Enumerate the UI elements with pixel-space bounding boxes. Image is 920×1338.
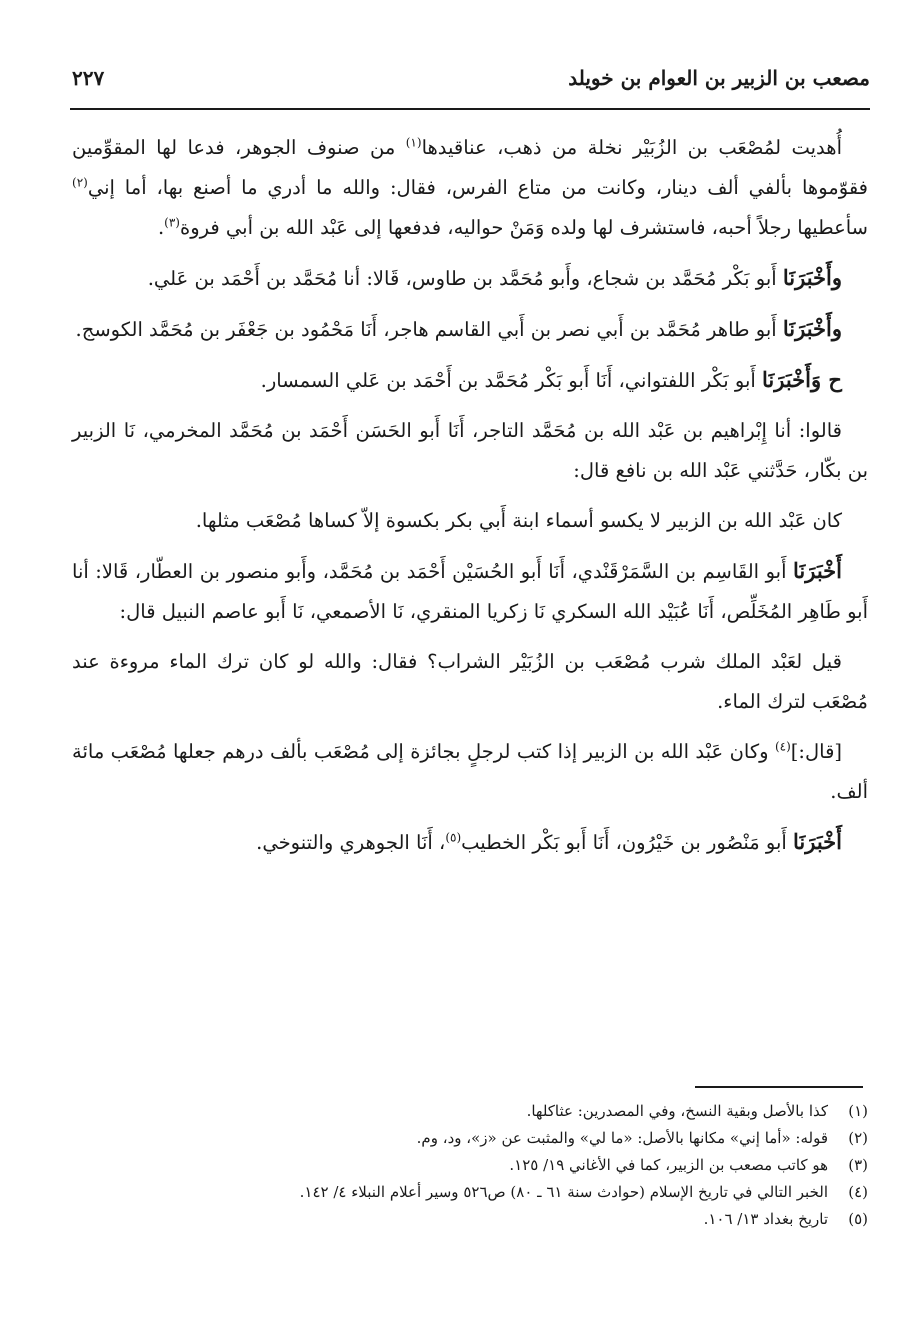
footnote <box>72 1206 868 1233</box>
footnote-marker: (٥) <box>445 830 462 845</box>
keyword-akhbarana: ح وَأَخْبَرَنَا <box>762 367 842 392</box>
footnote-text: هو كاتب مصعب بن الزبير، كما في الأغاني ١٩/ ١٢٥. <box>509 1156 828 1174</box>
footnote <box>72 1125 868 1152</box>
paragraph-text: قيل لعَبْد الملك شرب مُصْعَب بن الزُبَيْر الشراب؟ فقال: والله لو كان ترك الماء مروءة عند مُصْعَب لترك الماء. <box>72 650 868 713</box>
paragraph-text: أَبو بَكْر اللفتواني، أَنَا أَبو بَكْر مُحَمَّد بن أَحْمَد بن عَلي السمسار. <box>260 369 762 392</box>
main-text <box>72 128 868 873</box>
footnote-number: (٤) <box>848 1183 868 1201</box>
footnote <box>72 1152 868 1179</box>
footnote-number: (٣) <box>848 1156 868 1174</box>
paragraph <box>72 822 868 863</box>
footnote-marker: (٤) <box>774 739 791 754</box>
paragraph <box>72 128 868 248</box>
paragraph-text: وكان عَبْد الله بن الزبير إذا كتب لرجلٍ بجائزة إلى مُصْعَب بألف درهم جعلها مُصْعَب مائة ألف. <box>72 740 868 803</box>
page-number: ٢٢٧ <box>72 66 105 90</box>
footnote-marker: (٣) <box>164 215 180 230</box>
paragraph-text: أَبو بَكْر مُحَمَّد بن شجاع، وأَبو مُحَمَّد بن طاوس، قَالا: أنا مُحَمَّد بن أَحْمَد بن عَلي. <box>147 267 783 290</box>
footnote-number: (٥) <box>848 1210 868 1228</box>
footnote-marker: (١) <box>405 135 422 150</box>
paragraph <box>72 642 868 722</box>
paragraph-text: أَبو طاهر مُحَمَّد بن أَبي نصر بن أَبي القاسم هاجر، أَنَا مَحْمُود بن جَعْفَر بن مُحَمَّد الكوسج. <box>75 318 783 341</box>
page-header <box>70 58 870 110</box>
footnote-text: قوله: «أما إني» مكانها بالأصل: «ما لي» والمثبت عن «ز»، ود، وم. <box>416 1129 828 1147</box>
footnote-text: تاريخ بغداد ١٣/ ١٠٦. <box>703 1210 828 1228</box>
paragraph-text: أُهديت لمُصْعَب بن الزُبَيْر نخلة من ذهب، عناقيدها <box>421 136 842 159</box>
footnote-text: الخبر التالي في تاريخ الإسلام (حوادث سنة ٦١ ـ ٨٠) ص٥٢٦ وسير أعلام النبلاء ٤/ ١٤٢. <box>299 1183 828 1201</box>
paragraph-text: أَبو القَاسِم بن السَّمَرْقَنْدي، أَنَا أَبو الحُسَيْن أَحْمَد بن مُحَمَّد، وأَبو منصور بن العطّار، قَالا: أنا أَبو طَاهِر المُخَلِّص، أَنَا عُبَيْد الله السكري نَا زكريا المنقري، نَا الأصمعي، نَا أَبو عاصم النبيل قال: <box>72 560 868 623</box>
paragraph-text: قالوا: أنا إِبْراهيم بن عَبْد الله بن مُحَمَّد التاجر، أَنَا أَبو الحَسَن أَحْمَد بن مُحَمَّد المخرمي، نَا الزبير بن بكّار، حَدَّثني عَبْد الله بن نافع قال: <box>72 419 868 482</box>
footnote-number: (١) <box>848 1102 868 1120</box>
keyword-akhbarana: وأَخْبَرَنَا <box>782 316 842 341</box>
paragraph <box>72 258 868 299</box>
paragraph <box>72 732 868 812</box>
paragraph <box>72 501 868 541</box>
paragraph <box>72 309 868 350</box>
footnotes <box>72 1098 868 1233</box>
footnote <box>72 1179 868 1206</box>
paragraph <box>72 411 868 491</box>
paragraph-text: من صنوف الجوهر، فدعا لها المقوِّمين فقوّموها بألفي ألف دينار، وكانت من متاع الفرس، فقال: والله ما أدري ما أصنع بها، أما إني <box>72 136 868 199</box>
paragraph-text: ، أَنَا الجوهري والتنوخي. <box>256 831 446 854</box>
paragraph-text: . <box>157 216 165 239</box>
paragraph-text: أَبو مَنْصُور بن خَيْرُون، أَنَا أَبو بَكْر الخطيب <box>461 831 794 854</box>
paragraph-text: كان عَبْد الله بن الزبير لا يكسو أسماء ابنة أَبي بكر بكسوة إلاّ كساها مُصْعَب مثلها. <box>195 509 842 532</box>
paragraph-text: [قال:] <box>790 740 842 763</box>
footnote-text: كذا بالأصل وبقية النسخ، وفي المصدرين: عثاكلها. <box>526 1102 828 1120</box>
footnote-marker: (٢) <box>72 175 88 190</box>
keyword-akhbarana: أَخْبَرَنَا <box>793 829 842 854</box>
running-title: مصعب بن الزبير بن العوام بن خويلد <box>568 66 870 90</box>
paragraph-text: سأعطيها رجلاً أحبه، فاستشرف لها ولده وَمَنْ حواليه، فدفعها إلى عَبْد الله بن أبي فروة <box>179 216 868 239</box>
footnote-separator <box>695 1086 863 1088</box>
paragraph <box>72 551 868 632</box>
keyword-akhbarana: وأَخْبَرَنَا <box>782 265 842 290</box>
keyword-akhbarana: أَخْبَرَنَا <box>793 558 842 583</box>
footnote-number: (٢) <box>848 1129 868 1147</box>
header-rule <box>70 108 870 110</box>
paragraph <box>72 360 868 401</box>
footnote <box>72 1098 868 1125</box>
